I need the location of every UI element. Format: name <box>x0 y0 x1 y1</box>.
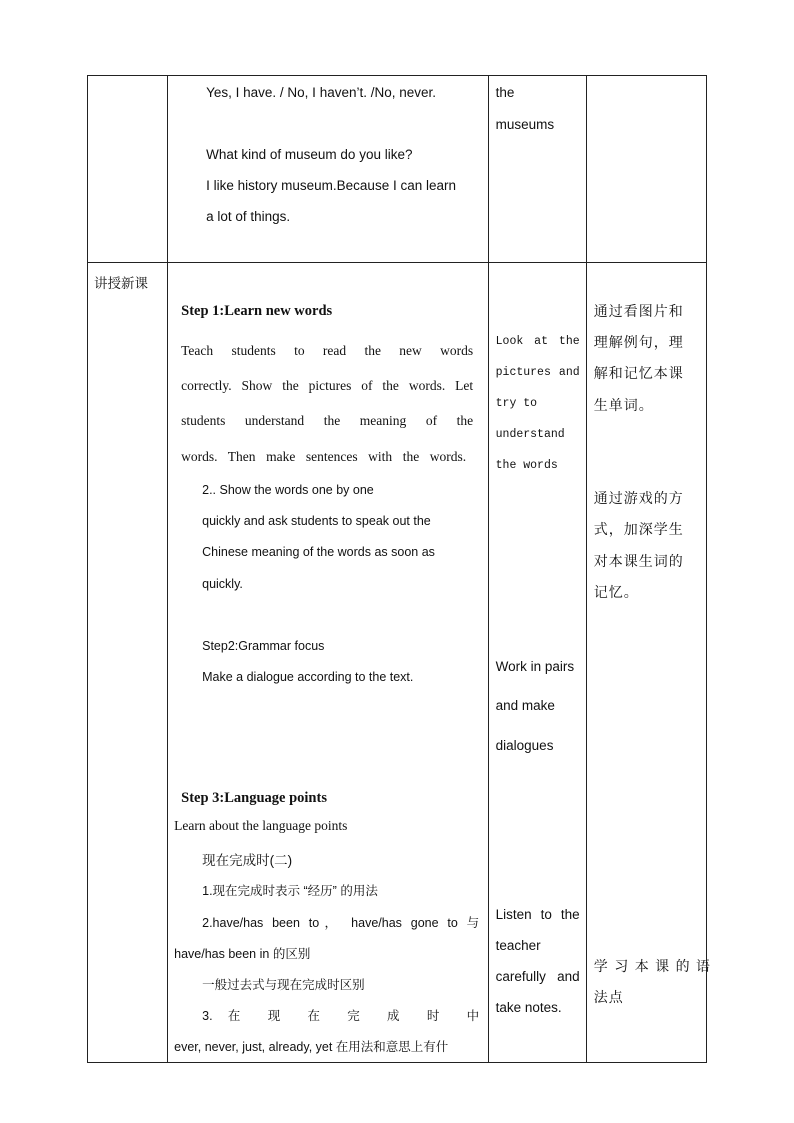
student-line: pictures and <box>495 366 580 380</box>
step3-title: Step 3:Language points <box>181 790 327 807</box>
intent-line: 通过看图片和 <box>593 304 684 321</box>
step2-title: Step2:Grammar focus <box>202 639 325 654</box>
table-row <box>88 263 707 1063</box>
student-line: Listen to the <box>495 907 580 923</box>
step1-item: quickly. <box>202 577 243 592</box>
intent-cell <box>586 263 712 1063</box>
step3-line: 2.have/has been to， have/has gone to 与 <box>202 916 480 931</box>
step1-item: 2.. Show the words one by one <box>202 483 374 498</box>
answer-line: Yes, I have. / No, I haven’t. /No, never. <box>206 85 437 100</box>
intent-line: 理解例句，理 <box>593 335 684 352</box>
teacher-activity-cell <box>168 263 489 1063</box>
step2-line: Make a dialogue according to the text. <box>202 670 414 685</box>
intent-line: 通过游戏的方 <box>593 491 684 508</box>
step3-line: 现在完成时(二) <box>202 853 293 869</box>
intent-line: 学 习 本 课 的 语 <box>593 959 712 976</box>
step1-title: Step 1:Learn new words <box>181 303 333 320</box>
student-line: understand <box>495 428 565 442</box>
answer-line: a lot of things. <box>206 209 291 224</box>
stage-cell <box>88 263 168 1063</box>
intent-cell <box>586 76 706 263</box>
student-line: teacher <box>495 938 541 954</box>
lesson-plan-table <box>87 75 712 1063</box>
intent-line: 法点 <box>593 990 624 1007</box>
step3-line: ever, never, just, already, yet 在用法和意思上有什 <box>174 1040 449 1055</box>
student-line: and make <box>495 698 555 714</box>
step3-line: 一般过去式与现在完成时区别 <box>202 978 365 993</box>
intent-line: 记忆。 <box>593 585 639 602</box>
stage-label: 讲授新课 <box>94 276 148 292</box>
student-line: Work in pairs <box>495 659 575 675</box>
step1-line: words. Then make sentences with the words. <box>181 449 467 465</box>
intent-line: 式，加深学生 <box>593 522 684 539</box>
step1-item: Chinese meaning of the words as soon as <box>202 545 435 560</box>
step1-item: quickly and ask students to speak out the <box>202 514 431 529</box>
student-activity-cell <box>488 76 586 263</box>
student-line: the <box>495 85 515 100</box>
stage-cell <box>88 76 168 263</box>
intent-line: 对本课生词的 <box>593 554 684 571</box>
student-line: dialogues <box>495 738 554 754</box>
intent-line: 解和记忆本课 <box>593 366 684 383</box>
student-line: take notes. <box>495 1000 562 1016</box>
step3-line: have/has been in 的区别 <box>174 947 311 962</box>
intent-line: 生单词。 <box>593 398 654 415</box>
step3-line: 3. 在 现 在 完 成 时 中 <box>202 1009 480 1024</box>
question-line: What kind of museum do you like? <box>206 147 413 162</box>
table-row <box>88 76 707 263</box>
teacher-activity-cell <box>168 76 489 263</box>
step1-line: Teach students to read the new words <box>181 343 474 359</box>
student-line: try to <box>495 397 538 411</box>
student-line: carefully and <box>495 969 580 985</box>
student-line: the words <box>495 459 558 473</box>
answer-line: I like history museum.Because I can learn <box>206 178 456 193</box>
step3-line: Learn about the language points <box>174 818 348 834</box>
step3-line: 1.现在完成时表示 “经历” 的用法 <box>202 884 378 899</box>
step1-line: correctly. Show the pictures of the words. Let <box>181 378 474 394</box>
student-line: museums <box>495 117 555 132</box>
student-line: Look at the <box>495 335 580 349</box>
step1-line: students understand the meaning of the <box>181 413 474 429</box>
student-activity-cell <box>488 263 586 1063</box>
